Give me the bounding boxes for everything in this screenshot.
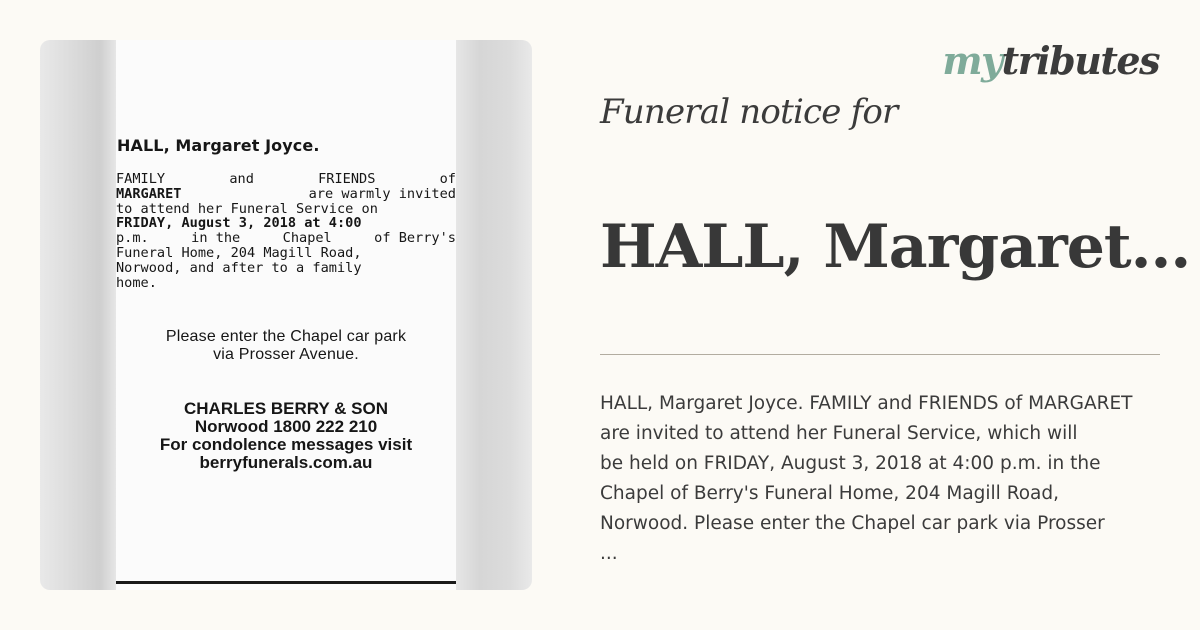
notice-summary [600,389,1160,569]
mytributes-logo[interactable]: mytributes [942,38,1159,83]
summary-line: HALL, Margaret Joyce. FAMILY and FRIENDS of MARGARET [600,393,1133,414]
notice-bottom-rule [116,581,456,584]
notice-text [116,136,456,472]
divider [600,354,1160,355]
notice-body [116,172,456,290]
summary-line: are invited to attend her Funeral Service, which will [600,423,1078,444]
notice-body-line: home. [116,274,157,291]
notice-body-line: FAMILY and FRIENDS of [116,171,456,187]
notice-body-line: Norwood, and after to a family [116,259,362,276]
notice-funeral-director: CHARLES BERRY & SON Norwood 1800 222 210 For condolence messages visit berryfunerals.com.au [159,399,413,473]
summary-ellipsis: ... [600,543,618,564]
notice-paper [116,40,456,590]
notice-kicker: Funeral notice for [600,92,898,132]
notice-body-line: to attend her Funeral Service on [116,200,378,217]
notice-heading: HALL, Margaret Joyce. [117,136,320,155]
notice-directions: Please enter the Chapel car park via Prosser Avenue. [165,328,407,364]
summary-line: Chapel of Berry's Funeral Home, 204 Magill Road, [600,483,1060,504]
notice-body-line: Funeral Home, 204 Magill Road, [116,244,362,261]
notice-body-line: p.m. in the Chapel of Berry's [116,230,456,247]
notice-image [40,40,532,590]
deceased-name: HALL, Margaret... [600,212,1191,282]
notice-body-line: FRIDAY, August 3, 2018 at 4:00 [116,215,362,232]
summary-line: Norwood. Please enter the Chapel car park via Prosser [600,513,1105,534]
notice-body-line: MARGARET are warmly invited [116,185,456,202]
summary-line: be held on FRIDAY, August 3, 2018 at 4:00 p.m. in the [600,453,1101,474]
